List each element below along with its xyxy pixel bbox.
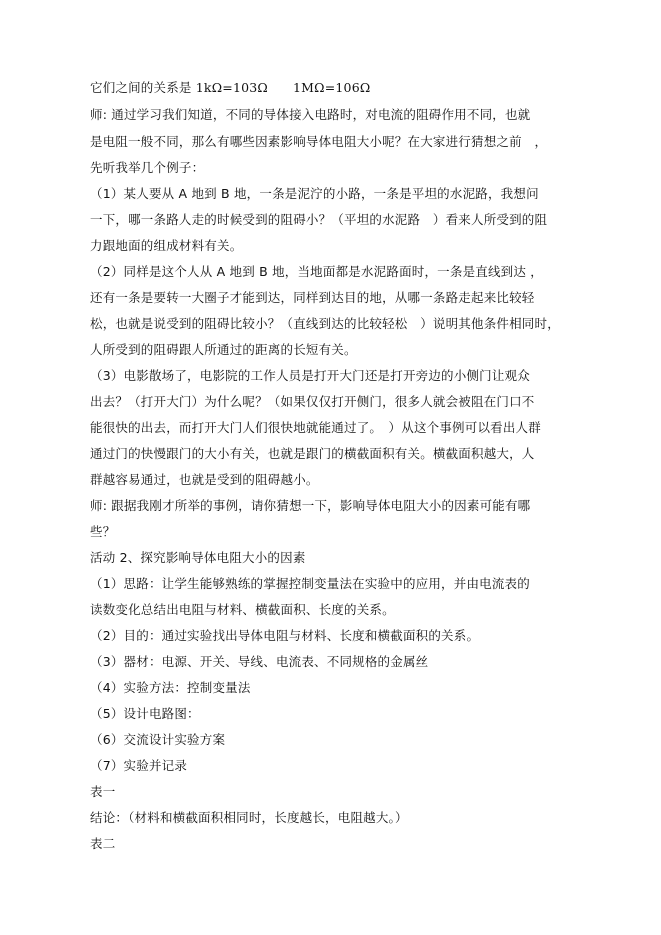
mega-ohm-formula: 1MΩ=106Ω bbox=[293, 80, 371, 95]
experiment-record-line: （7）实验并记录 bbox=[90, 758, 188, 773]
example-2-line-3: 松，也就是说受到的阻碍比较小？（直线到达的比较轻松 ）说明其他条件相同时， bbox=[90, 316, 560, 331]
example-2-line-1: （2）同样是这个人从 A 地到 B 地，当地面都是水泥路面时，一条是直线到达 ， bbox=[90, 264, 543, 279]
circuit-design-line: （5）设计电路图： bbox=[90, 706, 200, 721]
example-2-line-2: 还有一条是要转一大圈子才能到达，同样到达目的地，从哪一条路走起来比较轻 bbox=[90, 290, 535, 305]
teacher-question-line-2: 些？ bbox=[90, 524, 116, 539]
example-1-line-3: 力跟地面的组成材料有关。 bbox=[90, 238, 243, 253]
teacher-intro-line-2: 是电阻一般不同，那么有哪些因素影响导体电阻大小呢？在大家进行猜想之前 ， bbox=[90, 134, 548, 149]
teacher-intro-line-1: 师: 通过学习我们知道，不同的导体接入电路时，对电流的阻碍作用不同，也就 bbox=[90, 107, 531, 122]
equipment-line: （3）器材：电源、开关、导线、电流表、不同规格的金属丝 bbox=[90, 654, 429, 669]
exchange-plan-line: （6）交流设计实验方案 bbox=[90, 732, 226, 747]
teacher-intro-line-3: 先听我举几个例子： bbox=[90, 160, 205, 175]
example-2-line-4: 人所受到的阻碍跟人所通过的距离的长短有关。 bbox=[90, 342, 357, 357]
teacher-question-line-1: 师: 跟据我刚才所举的事例，请你猜想一下，影响导体电阻大小的因素可能有哪 bbox=[90, 498, 531, 513]
idea-line-1: （1）思路：让学生能够熟练的掌握控制变量法在实验中的应用，并由电流表的 bbox=[90, 576, 530, 591]
example-3-line-4: 通过门的快慢跟门的大小有关，也就是跟门的横截面积有关。横截面积越大，人 bbox=[90, 446, 535, 461]
idea-line-2: 读数变化总结出电阻与材料、横截面积、长度的关系。 bbox=[90, 602, 395, 617]
relation-line bbox=[90, 80, 370, 96]
table-1-label: 表一 bbox=[90, 784, 116, 799]
method-line: （4）实验方法：控制变量法 bbox=[90, 680, 251, 695]
example-3-line-2: 出去？（打开大门）为什么呢？（如果仅仅打开侧门，很多人就会被阻在门口不 bbox=[90, 394, 535, 409]
conclusion-line: 结论：（材料和横截面积相同时，长度越长，电阻越大。） bbox=[90, 810, 408, 825]
kilo-ohm-formula: 1kΩ=103Ω bbox=[195, 80, 268, 95]
relation-text: 它们之间的关系是 bbox=[90, 80, 196, 95]
activity-2-heading: 活动 2、探究影响导体电阻大小的因素 bbox=[90, 550, 306, 565]
example-3-line-1: （3）电影散场了，电影院的工作人员是打开大门还是打开旁边的小侧门让观众 bbox=[90, 368, 530, 383]
purpose-line: （2）目的：通过实验找出导体电阻与材料、长度和横截面积的关系。 bbox=[90, 628, 480, 643]
example-1-line-2: 一下，哪一条路人走的时候受到的阻碍小？（平坦的水泥路 ）看来人所受到的阻 bbox=[90, 212, 548, 227]
example-1-line-1: （1）某人要从 A 地到 B 地，一条是泥泞的小路，一条是平坦的水泥路，我想问 bbox=[90, 186, 539, 201]
table-2-label: 表二 bbox=[90, 836, 116, 851]
example-3-line-3: 能很快的出去，而打开大门人们很快地就能通过了。 ）从这个事例可以看出人群 bbox=[90, 420, 541, 435]
example-3-line-5: 群越容易通过，也就是受到的阻碍越小。 bbox=[90, 472, 319, 487]
